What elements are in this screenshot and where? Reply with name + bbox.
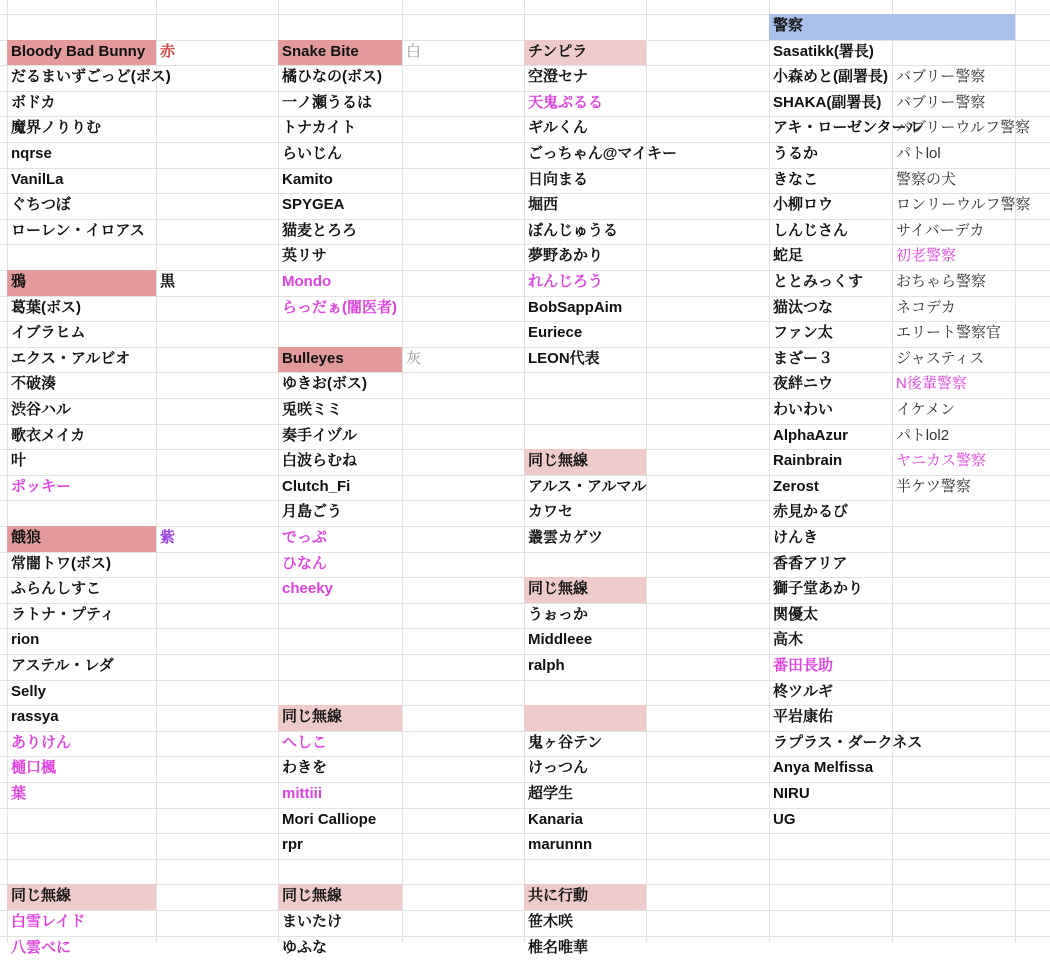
group-header-cell[interactable]: 同じ無線 (7, 884, 156, 910)
member-name-cell[interactable]: ボドカ (11, 94, 56, 111)
group-header-cell[interactable]: 同じ無線 (524, 577, 646, 603)
police-member-name-cell[interactable]: けんき (773, 529, 819, 546)
member-name-cell[interactable]: marunnn (528, 836, 593, 853)
police-member-name-cell[interactable]: UG (773, 811, 796, 828)
police-role-cell[interactable]: パトlol (896, 145, 941, 162)
member-name-cell[interactable]: ひなん (282, 555, 328, 572)
member-name-cell[interactable]: ふらんしすこ (11, 580, 102, 597)
member-name-cell[interactable]: rion (11, 631, 40, 648)
group-header-cell[interactable]: チンピラ (524, 40, 646, 65)
grid-row-line (0, 859, 1050, 860)
police-role-cell[interactable]: バブリー警察 (896, 68, 986, 85)
member-name-cell[interactable]: 笹木咲 (528, 913, 574, 930)
member-name-cell[interactable]: 白波らむね (282, 452, 358, 469)
police-member-name-cell[interactable]: わいわい (773, 401, 834, 418)
police-header-cell[interactable]: 警察 (769, 14, 892, 40)
member-name-cell[interactable]: Mori Calliope (282, 811, 377, 828)
police-member-name-cell[interactable]: まざー３ (773, 350, 834, 367)
group-header-cell[interactable]: 同じ無線 (278, 705, 402, 731)
member-name-cell[interactable]: イブラヒム (11, 324, 86, 341)
member-name-cell[interactable]: Kanaria (528, 811, 584, 828)
member-name-cell[interactable]: ごっちゃん@マイキー (528, 145, 678, 162)
group-header-cell[interactable]: 餓狼 (7, 526, 156, 552)
member-name-cell[interactable]: だるまいずごっど(ボス) (11, 68, 171, 85)
police-role-cell[interactable]: イケメン (896, 401, 956, 418)
member-name-cell[interactable]: 英リサ (282, 247, 327, 264)
member-name-cell[interactable]: ぼんじゅうる (528, 222, 619, 239)
police-member-name-cell[interactable]: 夜絆ニウ (773, 375, 834, 392)
police-member-name-cell[interactable]: きなこ (773, 171, 819, 188)
member-name-cell[interactable]: れんじろう (528, 273, 604, 290)
group-header-cell[interactable]: 鴉 (7, 270, 156, 296)
member-name-cell[interactable]: LEON代表 (528, 350, 600, 367)
member-name-cell[interactable]: SPYGEA (282, 196, 345, 213)
member-name-cell[interactable]: 鬼ヶ谷テン (528, 734, 603, 751)
grid-row-line (0, 680, 1050, 681)
police-member-name-cell[interactable]: 高木 (773, 631, 804, 648)
member-name-cell[interactable]: 不破湊 (11, 375, 57, 392)
police-role-cell[interactable]: エリート警察官 (896, 324, 1002, 341)
member-name-cell[interactable]: Mondo (282, 273, 332, 290)
group-header-cell[interactable]: Snake Bite (278, 40, 402, 65)
member-name-cell[interactable]: 魔界ノりりむ (11, 119, 102, 136)
police-member-name-cell[interactable]: Rainbrain (773, 452, 843, 469)
member-name-cell[interactable]: 猫麦とろろ (282, 222, 358, 239)
group-color-tag[interactable]: 紫 (160, 529, 176, 546)
member-name-cell[interactable]: 一ノ瀬うるは (282, 94, 373, 111)
member-name-cell[interactable]: 叶 (11, 452, 27, 469)
police-member-name-cell[interactable]: ファン太 (773, 324, 833, 341)
police-member-name-cell[interactable]: 平岩康佑 (773, 708, 834, 725)
police-member-name-cell[interactable]: 関優太 (773, 606, 819, 623)
member-name-cell[interactable]: Clutch_Fi (282, 478, 351, 495)
member-name-cell[interactable]: 空澄セナ (528, 68, 589, 85)
member-name-cell[interactable]: うぉっか (528, 606, 589, 623)
member-name-cell[interactable]: カワセ (528, 503, 574, 520)
police-role-cell[interactable]: サイバーデカ (896, 222, 985, 239)
member-name-cell[interactable]: 渋谷ハル (11, 401, 72, 418)
member-name-cell[interactable]: 兎咲ミミ (282, 401, 343, 418)
police-role-cell[interactable]: 半ケツ警察 (896, 478, 971, 495)
member-name-cell[interactable]: 堀西 (528, 196, 559, 213)
member-name-cell[interactable]: 葛葉(ボス) (11, 299, 81, 316)
member-name-cell[interactable]: トナカイト (282, 119, 357, 136)
member-name-cell[interactable]: rassya (11, 708, 59, 725)
police-member-name-cell[interactable]: うるか (773, 145, 819, 162)
member-name-cell[interactable]: エクス・アルビオ (11, 350, 131, 367)
police-member-name-cell[interactable]: 小森めと(副署長) (773, 68, 888, 85)
police-role-cell[interactable]: ヤニカス警察 (896, 452, 987, 469)
police-member-name-cell[interactable]: 蛇足 (773, 247, 804, 264)
group-header-cell[interactable]: Bloody Bad Bunny (7, 40, 156, 65)
member-name-cell[interactable]: ぐちつぼ (11, 196, 71, 213)
group-header-cell[interactable]: 同じ無線 (278, 884, 402, 910)
police-member-name-cell[interactable]: ラプラス・ダークネス (773, 734, 923, 751)
grid-row-line (0, 552, 1050, 553)
group-color-tag[interactable]: 赤 (160, 43, 176, 60)
member-name-cell[interactable]: ローレン・イロアス (11, 222, 145, 239)
member-name-cell[interactable]: 歌衣メイカ (11, 427, 86, 444)
police-role-cell[interactable]: ネコデカ (896, 299, 956, 316)
member-name-cell[interactable]: ラトナ・プティ (11, 606, 115, 623)
group-color-tag[interactable]: 黒 (160, 273, 176, 290)
police-role-cell[interactable]: ジャスティス (896, 350, 985, 367)
police-member-name-cell[interactable]: アキ・ローゼンタール (773, 119, 922, 136)
member-name-cell[interactable]: 天鬼ぷるる (528, 94, 604, 111)
member-name-cell[interactable]: VanilLa (11, 171, 64, 188)
police-member-name-cell[interactable]: しんじさん (773, 222, 849, 239)
member-name-cell[interactable]: 叢雲カゲツ (528, 529, 603, 546)
police-role-cell[interactable]: N後輩警察 (896, 375, 967, 392)
member-name-cell[interactable]: Kamito (282, 171, 333, 188)
group-header-cell[interactable]: Bulleyes (278, 347, 402, 372)
member-name-cell[interactable]: アステル・レダ (11, 657, 114, 674)
police-role-cell[interactable]: パトlol2 (896, 427, 950, 444)
member-name-cell[interactable]: rpr (282, 836, 303, 853)
police-role-cell[interactable]: バブリーウルフ警察 (896, 119, 1030, 136)
member-name-cell[interactable]: ギルくん (528, 119, 588, 136)
member-name-cell[interactable]: 夢野あかり (528, 247, 604, 264)
member-name-cell[interactable]: BobSappAim (528, 299, 623, 316)
police-member-name-cell[interactable]: SHAKA(副署長) (773, 94, 882, 111)
member-name-cell[interactable]: 月島ごう (282, 503, 343, 520)
member-name-cell[interactable]: ゆふな (282, 939, 328, 956)
police-header-fill[interactable] (892, 14, 1015, 40)
police-member-name-cell[interactable]: 柊ツルギ (773, 683, 834, 700)
member-name-cell[interactable]: 白雪レイド (11, 913, 86, 930)
police-member-name-cell[interactable]: 小柳ロウ (773, 196, 834, 213)
member-name-cell[interactable]: わきを (282, 759, 328, 776)
member-name-cell[interactable]: らっだぁ(闇医者) (282, 299, 397, 316)
group-color-tag[interactable]: 灰 (406, 350, 422, 367)
police-role-cell[interactable]: 初老警察 (896, 247, 957, 264)
group-header-cell[interactable] (524, 705, 646, 731)
member-name-cell[interactable]: Euriece (528, 324, 583, 341)
police-member-name-cell[interactable]: 香香アリア (773, 555, 848, 572)
member-name-cell[interactable]: 八雲べに (11, 939, 72, 956)
police-member-name-cell[interactable]: 猫汰つな (773, 299, 834, 316)
member-name-cell[interactable]: cheeky (282, 580, 333, 597)
member-name-cell[interactable]: 日向まる (528, 171, 589, 188)
police-member-name-cell[interactable]: 赤見かるび (773, 503, 849, 520)
member-name-cell[interactable]: Selly (11, 683, 47, 700)
police-role-cell[interactable]: バブリー警察 (896, 94, 986, 111)
police-role-cell[interactable]: 警察の犬 (896, 171, 957, 188)
member-name-cell[interactable]: ralph (528, 657, 565, 674)
police-role-cell[interactable]: おちゃら警察 (896, 273, 987, 290)
member-name-cell[interactable]: でっぷ (282, 529, 328, 546)
police-member-name-cell[interactable]: AlphaAzur (773, 427, 848, 444)
member-name-cell[interactable]: nqrse (11, 145, 52, 162)
police-role-cell[interactable]: ロンリーウルフ警察 (896, 196, 1031, 213)
member-name-cell[interactable]: へしこ (282, 734, 328, 751)
member-name-cell[interactable]: mittiii (282, 785, 322, 802)
group-header-cell[interactable]: 同じ無線 (524, 449, 646, 475)
member-name-cell[interactable]: ありけん (11, 734, 72, 751)
member-name-cell[interactable]: アルス・アルマル (528, 478, 647, 495)
member-name-cell[interactable]: ポッキー (11, 478, 72, 495)
police-member-name-cell[interactable]: NIRU (773, 785, 810, 802)
police-member-name-cell[interactable]: Anya Melfissa (773, 759, 874, 776)
member-name-cell[interactable]: ゆきお(ボス) (282, 375, 367, 392)
member-name-cell[interactable]: 超学生 (528, 785, 574, 802)
member-name-cell[interactable]: Middleee (528, 631, 593, 648)
police-member-name-cell[interactable]: Zerost (773, 478, 819, 495)
member-name-cell[interactable]: 奏手イヅル (282, 427, 358, 444)
member-name-cell[interactable]: 樋口楓 (11, 759, 57, 776)
group-color-tag[interactable]: 白 (406, 43, 422, 60)
member-name-cell[interactable]: らいじん (282, 145, 343, 162)
police-member-name-cell[interactable]: Sasatikk(署長) (773, 43, 874, 60)
member-name-cell[interactable]: 葉 (11, 785, 27, 802)
group-header-cell[interactable]: 共に行動 (524, 884, 646, 910)
police-member-name-cell[interactable]: 番田長助 (773, 657, 834, 674)
member-name-cell[interactable]: 椎名唯華 (528, 939, 589, 956)
police-member-name-cell[interactable]: 獅子堂あかり (773, 580, 864, 597)
police-member-name-cell[interactable]: ととみっくす (773, 273, 864, 290)
member-name-cell[interactable]: 橘ひなの(ボス) (282, 68, 382, 85)
member-name-cell[interactable]: まいたけ (282, 913, 343, 930)
member-name-cell[interactable]: 常闇トワ(ボス) (11, 555, 111, 572)
member-name-cell[interactable]: けっつん (528, 759, 589, 776)
